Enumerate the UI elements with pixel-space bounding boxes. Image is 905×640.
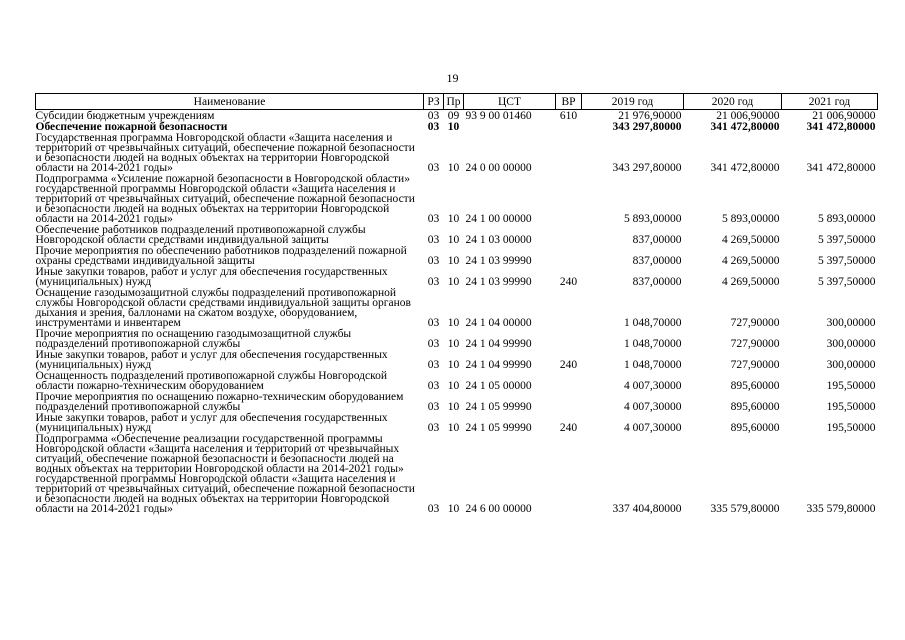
table-row (36, 110, 878, 122)
cell-cst (464, 121, 556, 132)
cell-pr: 09 (447, 110, 460, 122)
cell-name: Иные закупки товаров, работ и услуг для обеспечения государственных (муниципальных) нужд (35, 412, 388, 434)
cell-2019: 343 297,80000 (612, 162, 682, 174)
cell-cst: 24 1 00 00000 (465, 213, 532, 225)
cell-2020: 341 472,80000 (710, 121, 780, 133)
cell-2019: 837,00000 (632, 276, 682, 288)
table-row (36, 370, 878, 391)
cell-2020: 341 472,80000 (710, 162, 780, 174)
cell-cst: 24 0 00 00000 (465, 162, 532, 174)
cell-rz: 03 (427, 380, 440, 392)
cell-vr (556, 328, 582, 349)
cell-rz: 03 (427, 503, 440, 515)
cell-name: Государственная программа Новгородской области «Защита населения и территорий от чрезвычайных ситуаций, обеспечение пожарной безопасности и безопасности людей на водных объектах на территории Новгородской области на 2014-2021 годы» (35, 132, 415, 174)
table-row (36, 173, 878, 224)
cell-2019: 4 007,30000 (624, 422, 682, 434)
cell-rz: 03 (427, 234, 440, 246)
cell-cst: 24 1 05 99990 (465, 422, 532, 434)
table-row (36, 245, 878, 266)
cell-2019: 4 007,30000 (624, 401, 682, 413)
cell-vr: 610 (559, 110, 578, 122)
cell-2021: 341 472,80000 (806, 162, 876, 174)
cell-2020: 895,60000 (730, 380, 780, 392)
cell-cst: 24 1 05 99990 (465, 401, 532, 413)
cell-rz: 03 (427, 121, 440, 133)
cell-2019: 837,00000 (632, 234, 682, 246)
cell-vr (556, 121, 582, 132)
cell-2021: 300,00000 (826, 317, 876, 329)
cell-rz: 03 (427, 317, 440, 329)
column-header-cst: ЦСТ (464, 94, 556, 110)
cell-vr (556, 287, 582, 328)
table-row (36, 287, 878, 328)
cell-2021: 5 397,50000 (818, 255, 876, 267)
cell-2020: 895,60000 (730, 422, 780, 434)
cell-2021: 300,00000 (826, 359, 876, 371)
cell-2019: 1 048,70000 (624, 338, 682, 350)
cell-rz: 03 (427, 276, 440, 288)
cell-pr: 10 (447, 401, 460, 413)
cell-cst: 24 1 04 99990 (465, 359, 532, 371)
cell-name: Подпрограмма «Обеспечение реализации государственной программы Новгородской области «Защита населения и территорий от чрезвычайных ситуаций, обеспечение пожарной безопасности и безопасности людей на водных объектах на территории Новгородской области на 2014-2021 годы» государственной программы Новгородской области «Защита населения и территорий от чрезвычайных ситуаций, обеспечение пожарной безопасности и безопасности людей на водных объектах на территории Новгородской области на 2014-2021 годы» (35, 433, 415, 515)
cell-2021: 341 472,80000 (806, 121, 876, 133)
table-row (36, 328, 878, 349)
cell-2020: 727,90000 (730, 359, 780, 371)
cell-name: Оснащение газодымозащитной службы подразделений противопожарной службы Новгородской области средствами индивидуальной защиты органов дыхания и зрения, баллонами на сжатом воздухе, оборудованием, инструментами и инвентарем (35, 287, 411, 329)
cell-pr: 10 (447, 234, 460, 246)
cell-2021: 300,00000 (826, 338, 876, 350)
table-row (36, 433, 878, 514)
table-row (36, 121, 878, 132)
cell-name: Обеспечение работников подразделений противопожарной службы Новгородской области средствами индивидуальной защиты (35, 224, 366, 246)
cell-pr: 10 (447, 162, 460, 174)
cell-vr (556, 245, 582, 266)
table-row (36, 349, 878, 370)
cell-name: Иные закупки товаров, работ и услуг для обеспечения государственных (муниципальных) нужд (35, 349, 388, 371)
table-row (36, 412, 878, 433)
cell-2019: 837,00000 (632, 255, 682, 267)
cell-pr: 10 (447, 338, 460, 350)
cell-rz: 03 (427, 162, 440, 174)
cell-rz: 03 (427, 401, 440, 413)
column-header-pr: Пр (444, 94, 464, 110)
cell-2019: 21 976,90000 (618, 110, 682, 122)
column-header-2021: 2021 год (782, 94, 878, 110)
cell-2020: 895,60000 (730, 401, 780, 413)
cell-vr (556, 391, 582, 412)
cell-name: Обеспечение пожарной безопасности (35, 121, 228, 133)
cell-rz: 03 (427, 213, 440, 225)
cell-cst: 24 1 03 99990 (465, 255, 532, 267)
cell-2020: 727,90000 (730, 317, 780, 329)
cell-2021: 5 397,50000 (818, 276, 876, 288)
cell-pr: 10 (447, 317, 460, 329)
cell-2019: 5 893,00000 (624, 213, 682, 225)
cell-2021: 335 579,80000 (806, 503, 876, 515)
cell-cst: 24 1 03 99990 (465, 276, 532, 288)
cell-vr (556, 173, 582, 224)
cell-vr (556, 224, 582, 245)
cell-cst: 24 1 03 00000 (465, 234, 532, 246)
cell-pr: 10 (447, 213, 460, 225)
cell-vr: 240 (559, 276, 578, 288)
cell-2020: 4 269,50000 (722, 234, 780, 246)
cell-rz: 03 (427, 422, 440, 434)
cell-2019: 343 297,80000 (612, 121, 682, 133)
cell-rz: 03 (427, 255, 440, 267)
table-header-row (36, 94, 878, 110)
cell-rz: 03 (427, 338, 440, 350)
table-row (36, 224, 878, 245)
cell-vr (556, 132, 582, 173)
column-header-2019: 2019 год (582, 94, 684, 110)
cell-cst: 24 6 00 00000 (465, 503, 532, 515)
cell-2020: 335 579,80000 (710, 503, 780, 515)
cell-pr: 10 (447, 255, 460, 267)
cell-2020: 4 269,50000 (722, 255, 780, 267)
cell-name: Прочие мероприятия по оснащению пожарно-техническим оборудованием подразделений противопожарной службы (35, 391, 404, 413)
page-number: 19 (446, 71, 459, 85)
cell-cst: 24 1 04 99990 (465, 338, 532, 350)
cell-2021: 5 893,00000 (818, 213, 876, 225)
cell-2019: 4 007,30000 (624, 380, 682, 392)
column-header-vr: ВР (556, 94, 582, 110)
table-row (36, 132, 878, 173)
cell-2020: 21 006,90000 (716, 110, 780, 122)
cell-2019: 337 404,80000 (612, 503, 682, 515)
column-header-name: Наименование (36, 94, 424, 110)
cell-vr: 240 (559, 359, 578, 371)
cell-name: Оснащенность подразделений противопожарной службы Новгородской области пожарно-техническим оборудованием (35, 370, 387, 392)
cell-2021: 5 397,50000 (818, 234, 876, 246)
cell-pr: 10 (447, 121, 460, 133)
cell-2021: 195,50000 (826, 401, 876, 413)
cell-2020: 4 269,50000 (722, 276, 780, 288)
cell-pr: 10 (447, 503, 460, 515)
cell-cst: 24 1 05 00000 (465, 380, 532, 392)
cell-2021: 21 006,90000 (812, 110, 876, 122)
cell-rz: 03 (427, 359, 440, 371)
cell-2019: 1 048,70000 (624, 359, 682, 371)
column-header-rz: РЗ (424, 94, 444, 110)
cell-name: Иные закупки товаров, работ и услуг для обеспечения государственных (муниципальных) нужд (35, 266, 388, 288)
cell-2021: 195,50000 (826, 422, 876, 434)
cell-vr (556, 370, 582, 391)
table-row (36, 266, 878, 287)
cell-name: Прочие мероприятия по оснащению газодымозащитной службы подразделений противопожарной службы (35, 328, 352, 350)
cell-vr (556, 433, 582, 514)
cell-name: Прочие мероприятия по обеспечению работников подразделений пожарной охраны средствами индивидуальной защиты (35, 245, 407, 267)
cell-cst: 93 9 00 01460 (465, 110, 532, 122)
cell-2020: 5 893,00000 (722, 213, 780, 225)
cell-pr: 10 (447, 276, 460, 288)
cell-pr: 10 (447, 380, 460, 392)
cell-name: Подпрограмма «Усиление пожарной безопасности в Новгородской области» государственной программы Новгородской области «Защита населения и территорий от чрезвычайных ситуаций, обеспечение пожарной безопасности и безопасности людей на водных объектах на территории Новгородской области на 2014-2021 годы» (35, 173, 415, 225)
cell-rz: 03 (427, 110, 440, 122)
cell-pr: 10 (447, 422, 460, 434)
cell-2021: 195,50000 (826, 380, 876, 392)
cell-2020: 727,90000 (730, 338, 780, 350)
budget-table (35, 93, 878, 514)
column-header-2020: 2020 год (684, 94, 782, 110)
cell-vr: 240 (559, 422, 578, 434)
table-row (36, 391, 878, 412)
cell-2019: 1 048,70000 (624, 317, 682, 329)
cell-name: Субсидии бюджетным учреждениям (35, 110, 215, 122)
cell-cst: 24 1 04 00000 (465, 317, 532, 329)
cell-pr: 10 (447, 359, 460, 371)
